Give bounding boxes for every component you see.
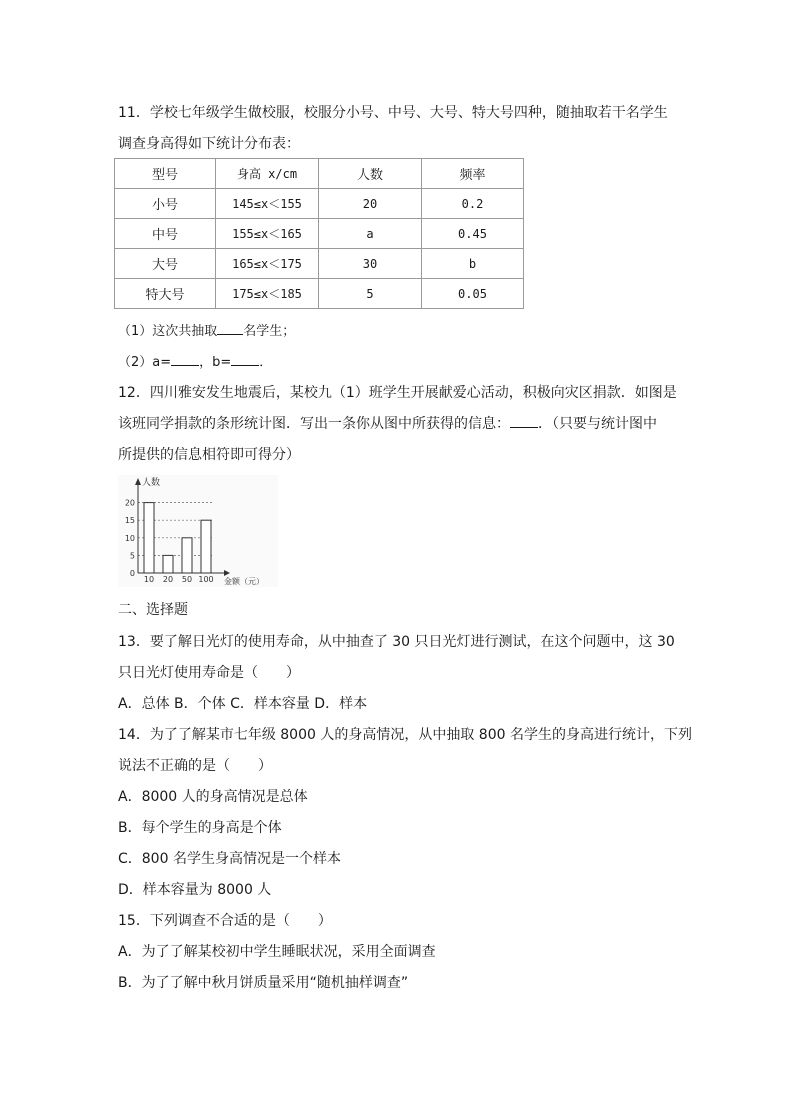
- y-axis-label: 人数: [142, 478, 161, 488]
- q11-sub2-b: ，b=: [199, 355, 232, 370]
- answer-blank: [510, 415, 538, 428]
- table-header: 频率: [422, 159, 524, 189]
- bar: [144, 503, 154, 573]
- q12-line1: 12．四川雅安发生地震后，某校九（1）班学生开展献爱心活动，积极向灾区捐款．如图是: [118, 385, 677, 401]
- table-cell: 175≤x＜185: [216, 279, 319, 309]
- q11-line1: 11．学校七年级学生做校服，校服分小号、中号、大号、特大号四种，随抽取若干名学生: [118, 105, 668, 121]
- q12-line2-prefix: 该班同学捐款的条形统计图．写出一条你从图中所获得的信息：: [118, 416, 510, 432]
- x-tick-label: 50: [181, 575, 193, 584]
- y-tick-label: 0: [129, 569, 135, 578]
- table-cell: 中号: [115, 219, 216, 249]
- q11-sub1-prefix: （1）这次共抽取: [118, 324, 218, 339]
- answer-blank: [217, 322, 243, 335]
- table-cell: 155≤x＜165: [216, 219, 319, 249]
- table-row: [115, 279, 524, 309]
- table-cell: a: [319, 219, 422, 249]
- table-cell: 5: [319, 279, 422, 309]
- q14-option-a: A．8000 人的身高情况是总体: [118, 789, 308, 805]
- table-cell: 145≤x＜155: [216, 189, 319, 219]
- table-cell: 特大号: [115, 279, 216, 309]
- y-tick-label: 5: [129, 551, 135, 561]
- q15-line1: 15．下列调查不合适的是（ ）: [118, 913, 332, 929]
- bar: [182, 538, 192, 573]
- q14-option-c: C．800 名学生身高情况是一个样本: [118, 851, 341, 867]
- q11-sub1-suffix: 名学生；: [243, 324, 296, 339]
- table-row: [115, 189, 524, 219]
- x-tick-label: 10: [143, 575, 155, 584]
- x-axis-label: 金额（元）: [224, 577, 264, 586]
- table-header: 身高 x/cm: [216, 159, 319, 189]
- table-header: 型号: [115, 159, 216, 189]
- q14-line2: 说法不正确的是（ ）: [118, 758, 272, 774]
- chart-background: [118, 475, 278, 587]
- answer-blank: [171, 353, 199, 366]
- y-tick-label: 15: [124, 516, 135, 526]
- table-cell: 165≤x＜175: [216, 249, 319, 279]
- q13-line2: 只日光灯使用寿命是（ ）: [118, 665, 300, 681]
- bar: [163, 555, 173, 573]
- bar: [201, 520, 211, 573]
- answer-blank: [231, 353, 259, 366]
- q11-line2: 调查身高得如下统计分布表：: [118, 136, 300, 152]
- q12-line2: [118, 415, 657, 433]
- q13-line1: 13．要了解日光灯的使用寿命，从中抽查了 30 只日光灯进行测试，在这个问题中，这 30: [118, 634, 675, 650]
- section-title: 二、选择题: [118, 602, 188, 618]
- q14-option-d: D．样本容量为 8000 人: [118, 882, 272, 898]
- table-row: [115, 219, 524, 249]
- q12-line2-suffix: ．（只要与统计图中: [538, 416, 657, 432]
- table-row: [115, 249, 524, 279]
- table-cell: b: [422, 249, 524, 279]
- q14-option-b: B．每个学生的身高是个体: [118, 820, 282, 836]
- x-tick-label: 100: [198, 575, 214, 584]
- table-cell: 0.45: [422, 219, 524, 249]
- table-cell: 小号: [115, 189, 216, 219]
- table-header-row: [115, 159, 524, 189]
- table-cell: 30: [319, 249, 422, 279]
- table-cell: 0.05: [422, 279, 524, 309]
- distribution-table: [114, 158, 524, 309]
- donation-bar-chart: [118, 475, 278, 587]
- q12-line3: 所提供的信息相符即可得分）: [118, 447, 300, 463]
- y-tick-label: 20: [124, 498, 135, 508]
- table-cell: 大号: [115, 249, 216, 279]
- table-cell: 0.2: [422, 189, 524, 219]
- x-tick-label: 20: [162, 575, 174, 584]
- q11-sub2-end: ．: [259, 355, 273, 370]
- q15-option-a: A．为了了解某校初中学生睡眠状况，采用全面调查: [118, 944, 436, 960]
- q11-sub2: [118, 353, 272, 372]
- table-cell: 20: [319, 189, 422, 219]
- q11-sub1: [118, 322, 295, 341]
- q13-options: A．总体 B．个体 C．样本容量 D．样本: [118, 696, 368, 712]
- q15-option-b: B．为了了解中秋月饼质量采用“随机抽样调查”: [118, 975, 409, 991]
- table-header: 人数: [319, 159, 422, 189]
- q14-line1: 14．为了了解某市七年级 8000 人的身高情况，从中抽取 800 名学生的身高进行统计，下列: [118, 727, 692, 743]
- y-tick-label: 10: [124, 533, 135, 543]
- q11-sub2-a: （2）a=: [118, 355, 172, 370]
